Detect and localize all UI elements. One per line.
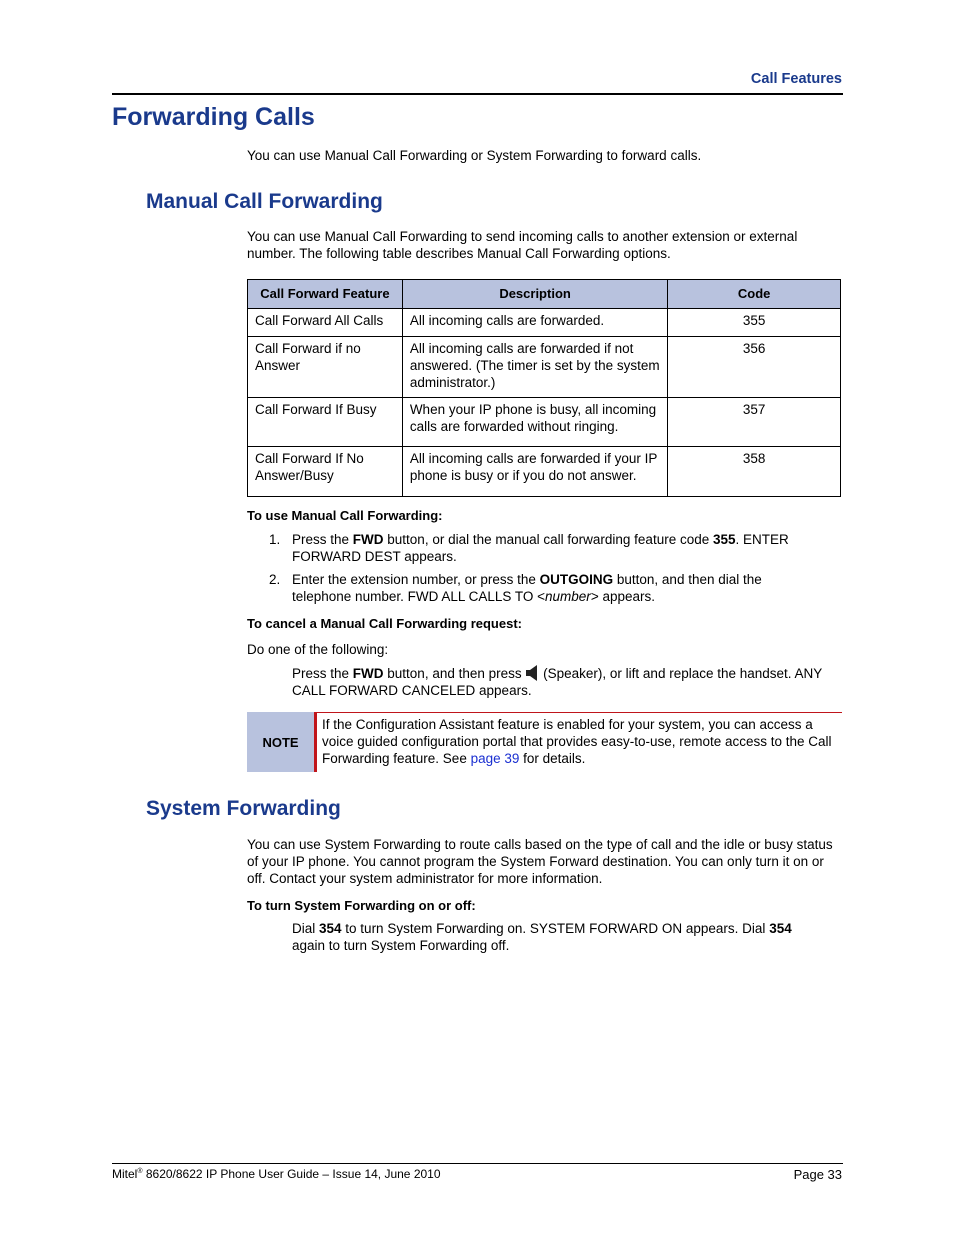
feature-cell: Call Forward if no Answer [248, 337, 403, 398]
column-header: Description [402, 280, 668, 309]
cancel-heading: To cancel a Manual Call Forwarding request: [247, 616, 522, 631]
fwd-key-label: FWD [352, 532, 384, 547]
fwd-key-label: FWD [352, 666, 384, 681]
list-item [247, 571, 822, 605]
feature-code: 355 [712, 532, 736, 547]
footer-doc: 8620/8622 IP Phone User Guide – Issue 14, June 2010 [142, 1167, 441, 1181]
step-text: Press the [292, 532, 353, 547]
page-title: Forwarding Calls [112, 103, 315, 131]
table-row [248, 447, 841, 497]
description-cell: All incoming calls are forwarded if not answered. (The timer is set by the system administrator.) [402, 337, 668, 398]
step-text: > appears. [590, 589, 655, 604]
code-cell: 356 [668, 337, 841, 398]
step-text: to turn System Forwarding on. SYSTEM FORWARD ON appears. Dial [341, 921, 770, 936]
step-text: button, or dial the manual call forwarding feature code [383, 532, 713, 547]
feature-code: 354 [769, 921, 792, 936]
column-header: Code [668, 280, 841, 309]
code-cell: 355 [668, 309, 841, 337]
manual-heading: Manual Call Forwarding [146, 190, 383, 213]
cancel-intro: Do one of the following: [247, 642, 389, 657]
intro-paragraph: You can use Manual Call Forwarding or System Forwarding to forward calls. [247, 148, 702, 163]
feature-cell: Call Forward If No Answer/Busy [248, 447, 403, 497]
manual-intro [247, 228, 841, 262]
note-top-rule [317, 712, 842, 713]
cancel-step [292, 665, 842, 699]
step-text: button, and then dial the telephone number. FWD ALL CALLS TO < [292, 572, 762, 604]
header-rule [112, 93, 843, 95]
note-text [322, 716, 840, 767]
step-text: button, and then press [383, 666, 526, 681]
footer-rule [112, 1163, 843, 1164]
description-cell: When your IP phone is busy, all incoming calls are forwarded without ringing. [402, 398, 668, 447]
manual-intro-line1: You can use Manual Call Forwarding to send incoming calls to another extension or external [247, 229, 798, 244]
page-number: Page 33 [793, 1167, 842, 1182]
note-text-part: If the Configuration Assistant feature is enabled for your system, you can access a voice guided configuration portal that provides easy-to-use, remote access to the Call Forwarding feature. See [322, 717, 832, 766]
footer-doc-title [112, 1167, 441, 1181]
speaker-icon [525, 665, 539, 681]
running-header: Call Features [750, 71, 842, 87]
table-header-row [248, 280, 841, 309]
page-39-link[interactable]: page 39 [470, 751, 520, 766]
list-item [247, 531, 822, 565]
step-text: . ENTER FORWARD DEST appears. [292, 532, 789, 564]
note-box [247, 712, 842, 772]
footer-brand: Mitel [112, 1167, 138, 1181]
registered-mark: ® [137, 1168, 143, 1175]
system-heading: System Forwarding [146, 797, 341, 820]
system-intro: You can use System Forwarding to route calls based on the type of call and the idle or busy status of your IP phone. You cannot program the System Forward destination. You can only turn it on or off. Contact your system administrator for more information. [247, 837, 833, 886]
step-number: 1. [269, 532, 281, 547]
step-text: again to turn System Forwarding off. [292, 938, 510, 953]
table-row [248, 398, 841, 447]
feature-cell: Call Forward All Calls [248, 309, 403, 337]
code-cell: 358 [668, 447, 841, 497]
note-text-part: for details. [519, 751, 586, 766]
system-sub-heading: To turn System Forwarding on or off: [247, 898, 476, 913]
manual-intro-line2: number. The following table describes Manual Call Forwarding options. [247, 246, 671, 261]
number-placeholder: number [545, 589, 591, 604]
table-row [248, 337, 841, 398]
outgoing-key-label: OUTGOING [539, 572, 614, 587]
use-manual-heading: To use Manual Call Forwarding: [247, 508, 443, 523]
forward-table [247, 279, 841, 497]
description-cell: All incoming calls are forwarded. [402, 309, 668, 337]
note-label: NOTE [247, 712, 314, 772]
column-header: Call Forward Feature [248, 280, 403, 309]
step-text: (Speaker), or lift and replace the handset. ANY CALL FORWARD CANCELED appears. [292, 666, 823, 698]
feature-code: 354 [319, 921, 342, 936]
note-accent-bar [314, 712, 317, 772]
step-number: 2. [269, 572, 281, 587]
table-row [248, 309, 841, 337]
use-steps [247, 531, 822, 611]
code-cell: 357 [668, 398, 841, 447]
feature-cell: Call Forward If Busy [248, 398, 403, 447]
step-text: Enter the extension number, or press the [292, 572, 540, 587]
description-cell: All incoming calls are forwarded if your IP phone is busy or if you do not answer. [402, 447, 668, 497]
step-text: Press the [292, 666, 353, 681]
system-step [292, 920, 822, 954]
step-text: Dial [292, 921, 320, 936]
